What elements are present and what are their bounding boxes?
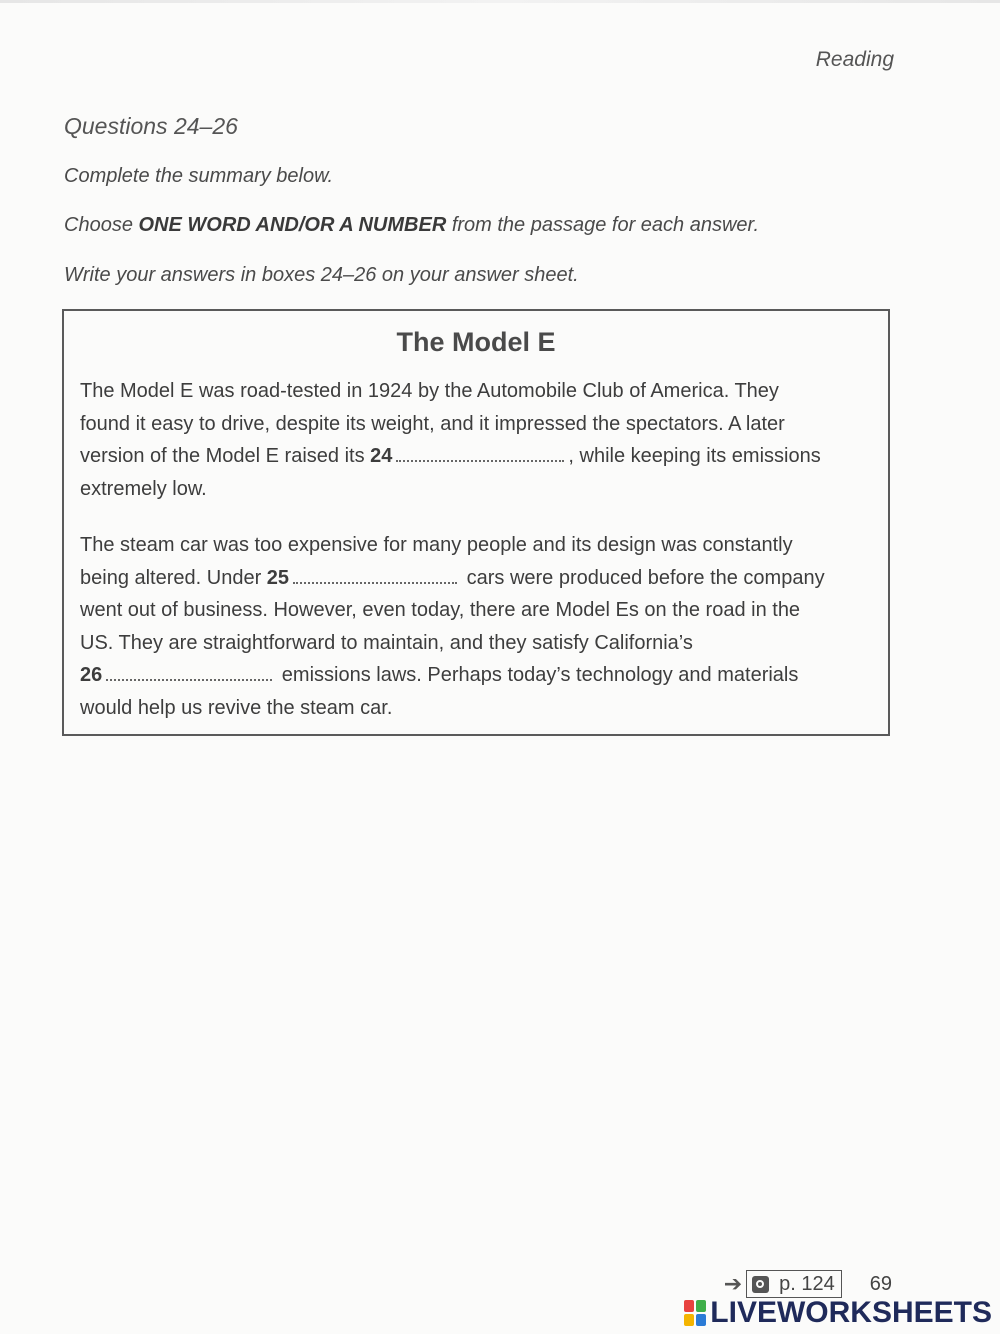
p2-line-2: [80, 562, 870, 595]
p1-line-1: The Model E was road-tested in 1924 by the Automobile Club of America. They: [80, 380, 779, 402]
summary-box: [62, 309, 890, 736]
p1-line-3: [80, 440, 870, 473]
instruction-choose-bold: ONE WORD AND/OR A NUMBER: [138, 214, 447, 236]
logo-square-4: [696, 1314, 706, 1326]
instruction-complete: Complete the summary below.: [64, 165, 334, 187]
summary-paragraph-2: [80, 529, 870, 724]
gap-26-blank[interactable]: [106, 679, 272, 681]
instruction-choose: [64, 214, 759, 237]
instruction-choose-post: from the passage for each answer.: [446, 214, 760, 236]
p2-line-3: went out of business. However, even today, there are Model Es on the road in the: [80, 599, 801, 621]
summary-title: The Model E: [396, 327, 556, 357]
page-reference: [746, 1270, 842, 1298]
summary-paragraph-1: [80, 375, 870, 505]
p1-line-3-post: , while keeping its emissions: [568, 445, 821, 467]
p2-line-2-pre: being altered. Under: [80, 566, 267, 589]
gap-24-number: 24: [370, 445, 393, 467]
p2-line-1: The steam car was too expensive for many people and its design was constantly: [80, 534, 793, 556]
p2-line-2-post: cars were produced before the company: [461, 566, 825, 589]
gap-26-number: 26: [80, 664, 103, 686]
logo-square-2: [696, 1300, 706, 1312]
p2-line-4: US. They are straightforward to maintain, and they satisfy California’s: [80, 631, 693, 654]
p1-line-4: extremely low.: [80, 477, 207, 500]
magnifier-icon: [752, 1276, 769, 1293]
section-label: Reading: [815, 48, 894, 71]
p2-line-5-post: emissions laws. Perhaps today’s technology and materials: [276, 664, 799, 686]
scan-top-edge: [0, 0, 1000, 3]
page-footer: [724, 1270, 892, 1298]
instruction-write: Write your answers in boxes 24–26 on your answer sheet.: [64, 264, 579, 286]
p1-line-2: found it easy to drive, despite its weight, and it impressed the spectators. A later: [80, 412, 785, 435]
instruction-choose-pre: Choose: [64, 214, 139, 236]
brand-name: LIVEWORKSHEETS: [710, 1296, 992, 1329]
gap-25-number: 25: [266, 566, 290, 589]
p2-line-5: [80, 659, 870, 692]
arrow-right-icon: ➔: [723, 1271, 743, 1296]
page-reference-text: p. 124: [779, 1272, 835, 1295]
gap-25-blank[interactable]: [293, 582, 457, 584]
logo-square-3: [684, 1314, 694, 1326]
p1-line-3-pre: version of the Model E raised its: [80, 445, 371, 467]
questions-title: Questions 24–26: [64, 113, 238, 139]
liveworksheets-brand: [684, 1296, 992, 1330]
logo-square-1: [684, 1300, 694, 1312]
p2-line-6: would help us revive the steam car.: [80, 696, 393, 719]
page-number: 69: [869, 1272, 892, 1295]
liveworksheets-logo-icon: [684, 1300, 706, 1326]
gap-24-blank[interactable]: [396, 460, 564, 462]
